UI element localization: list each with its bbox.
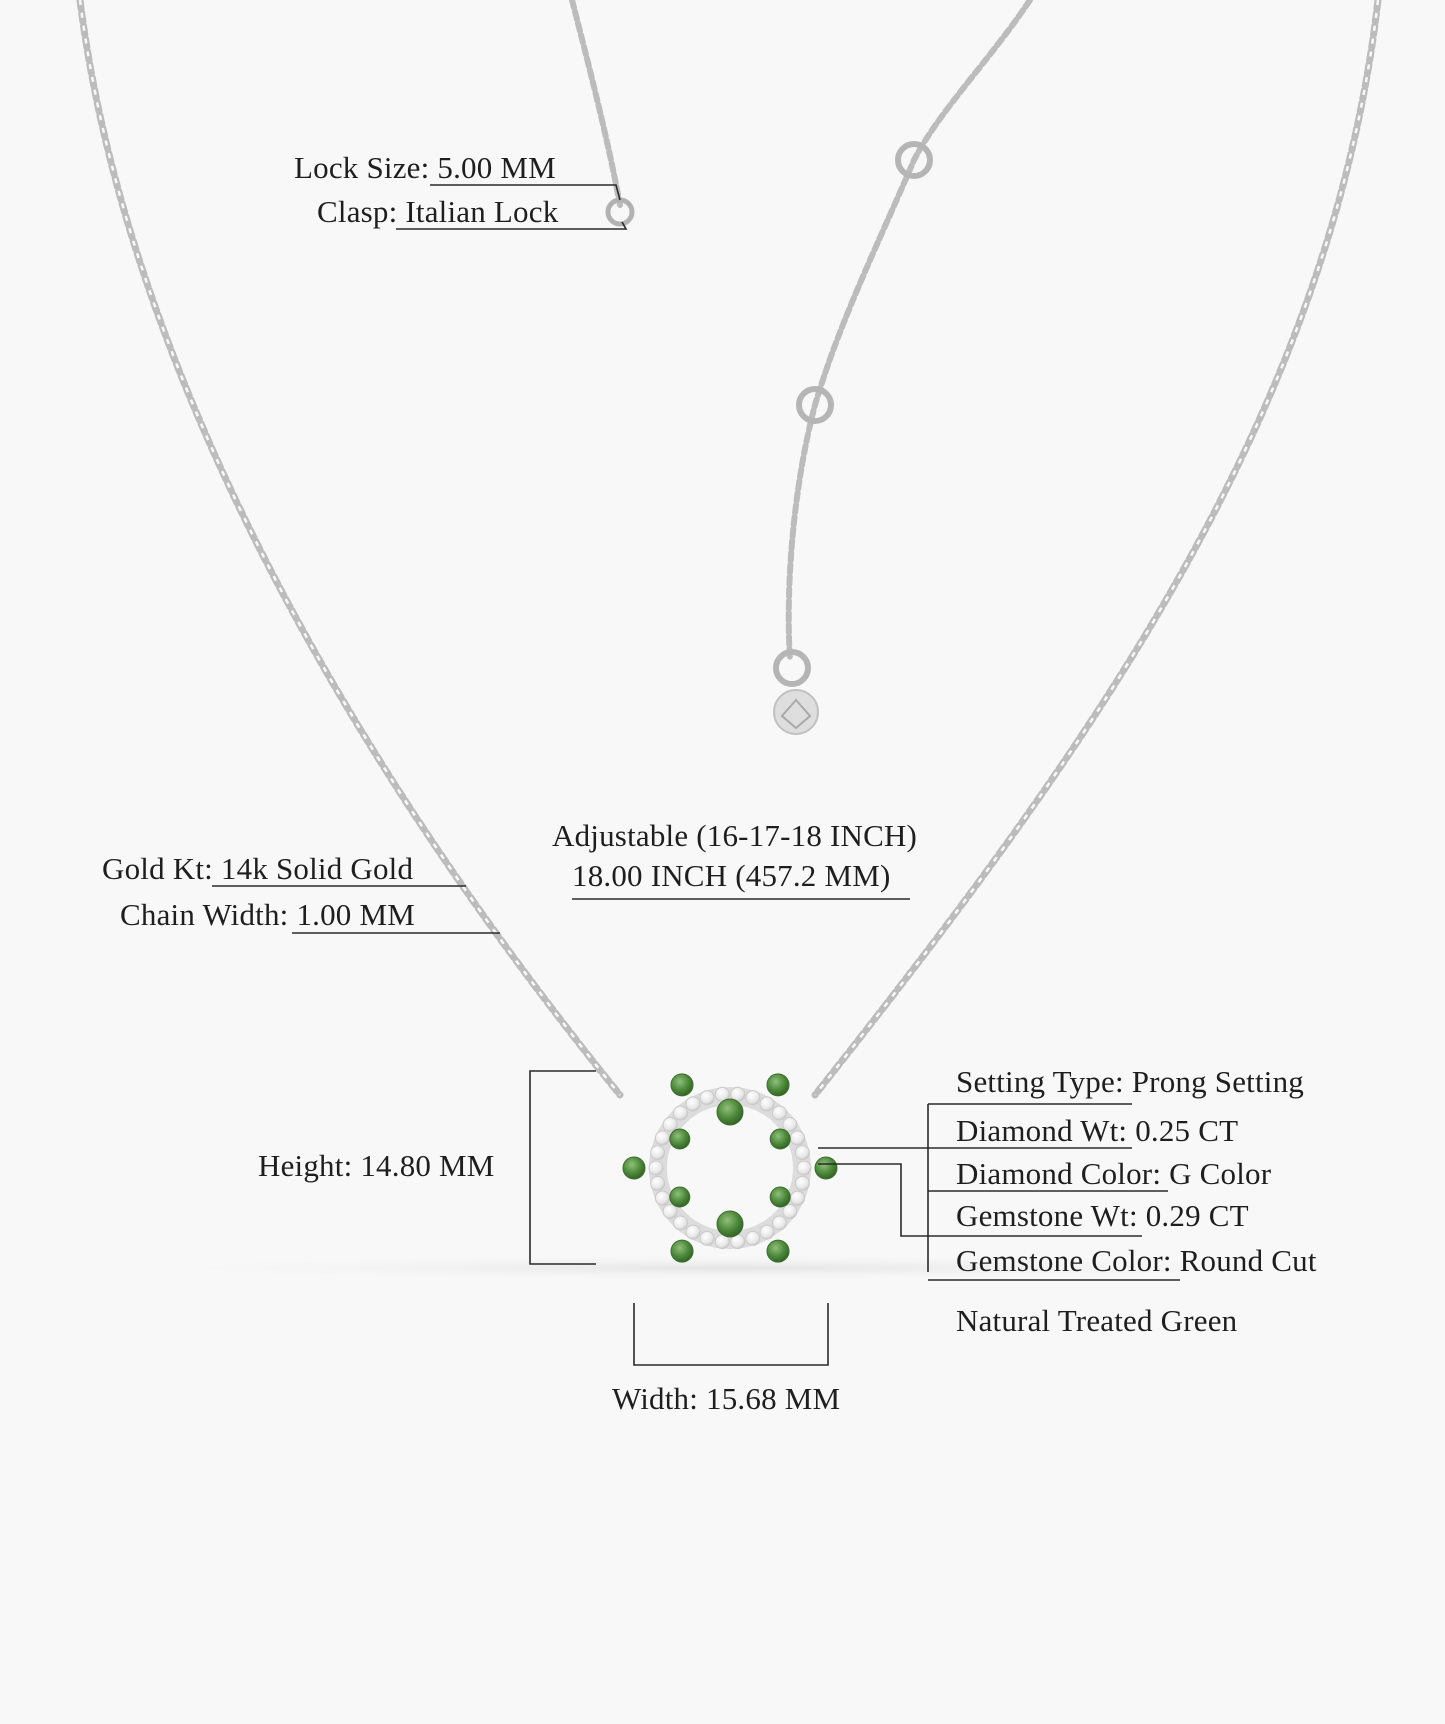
diamond-stone — [760, 1097, 774, 1111]
gemstone — [670, 1129, 690, 1149]
gold-kt-spec — [102, 851, 413, 887]
setting-type-spec — [956, 1064, 1304, 1100]
clasp-label: Clasp: — [317, 194, 406, 229]
gemstone-wt-spec — [956, 1198, 1249, 1234]
diamond-stone — [783, 1118, 797, 1132]
chain-width-value: 1.00 MM — [296, 897, 415, 932]
chain-width-label: Chain Width: — [120, 897, 297, 932]
diamond-stone — [655, 1191, 669, 1205]
diamond-stone — [655, 1131, 669, 1145]
gemstone-wt-value: 0.29 CT — [1145, 1198, 1249, 1233]
gemstone — [770, 1129, 790, 1149]
diamond-wt-label: Diamond Wt: — [956, 1113, 1136, 1148]
diamond-stone — [795, 1146, 809, 1160]
gemstone — [767, 1240, 789, 1262]
diamond-color-value: G Color — [1169, 1156, 1272, 1191]
gemstone — [671, 1240, 693, 1262]
clasp-spec — [317, 194, 558, 230]
gemstone — [671, 1074, 693, 1096]
lock-size-value: 5.00 MM — [437, 150, 556, 185]
lock-size-spec — [294, 150, 556, 186]
diamond-stone — [791, 1191, 805, 1205]
diamond-stone — [700, 1231, 714, 1245]
extender-chain — [789, 0, 1030, 660]
diamond-stone — [791, 1131, 805, 1145]
gemstone — [717, 1099, 743, 1125]
gemstone — [670, 1187, 690, 1207]
diamond-stone — [746, 1091, 760, 1105]
diamond-stone — [663, 1205, 677, 1219]
width-label: Width: — [612, 1381, 707, 1416]
gold-kt-value: 14k Solid Gold — [220, 851, 414, 886]
diamond-stone — [760, 1225, 774, 1239]
diamond-stone — [797, 1161, 811, 1175]
chain-width-spec — [120, 897, 415, 933]
diamond-stone — [649, 1161, 663, 1175]
lock-size-label: Lock Size: — [294, 150, 438, 185]
diamond-stone — [783, 1205, 797, 1219]
diamond-stone — [674, 1216, 688, 1230]
diamond-stone — [651, 1176, 665, 1190]
gemstone-color-label: Gemstone Color: — [956, 1243, 1180, 1278]
gemstone-type-text: Natural Treated Green — [956, 1303, 1238, 1338]
diamond-stone — [686, 1097, 700, 1111]
diamond-stone — [773, 1106, 787, 1120]
diamond-wt-value: 0.25 CT — [1135, 1113, 1239, 1148]
diamond-stone — [746, 1231, 760, 1245]
gemstone — [770, 1187, 790, 1207]
height-spec — [258, 1148, 495, 1184]
setting-type-label: Setting Type: — [956, 1064, 1132, 1099]
width-value: 15.68 MM — [706, 1381, 841, 1416]
gemstone-wt-label: Gemstone Wt: — [956, 1198, 1146, 1233]
diamond-stone — [663, 1118, 677, 1132]
pendant-halo — [623, 1074, 837, 1262]
diamond-color-spec — [956, 1156, 1271, 1192]
clasp-value: Italian Lock — [405, 194, 559, 229]
diamond-stone — [773, 1216, 787, 1230]
diamond-stone — [674, 1106, 688, 1120]
gold-kt-label: Gold Kt: — [102, 851, 221, 886]
diamond-color-label: Diamond Color: — [956, 1156, 1170, 1191]
length-adjustable-text: Adjustable (16-17-18 INCH) — [552, 818, 918, 853]
diamond-stone — [795, 1176, 809, 1190]
diamond-stone — [651, 1146, 665, 1160]
gemstone-color-spec — [956, 1243, 1317, 1279]
gemstone — [623, 1157, 645, 1179]
diamond-stone — [686, 1225, 700, 1239]
diamond-stone — [700, 1091, 714, 1105]
gemstone — [717, 1211, 743, 1237]
setting-type-value: Prong Setting — [1131, 1064, 1304, 1099]
gemstone — [815, 1157, 837, 1179]
gemstone — [767, 1074, 789, 1096]
gemstone-color-value: Round Cut — [1179, 1243, 1317, 1278]
lock-chain — [572, 0, 620, 205]
diamond-wt-spec — [956, 1113, 1238, 1149]
width-spec — [612, 1381, 840, 1417]
height-value: 14.80 MM — [360, 1148, 495, 1183]
tag-disc-icon — [774, 690, 818, 734]
length-text: 18.00 INCH (457.2 MM) — [572, 858, 891, 893]
height-label: Height: — [258, 1148, 361, 1183]
